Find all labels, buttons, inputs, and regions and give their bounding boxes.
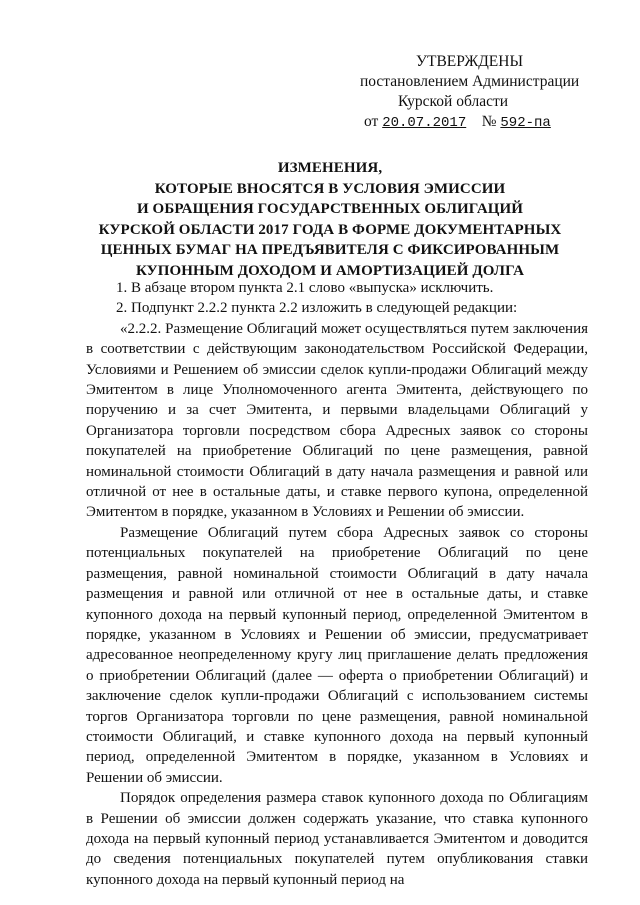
- title-line: ИЗМЕНЕНИЯ,: [277, 160, 383, 176]
- body-paragraph: Порядок определения размера ставок купонного дохода по Облигациям в Решении об эмиссии должен содержать указание, что ставка купонного дохода на первый купонный период устанавливается Эмитентом и доводится до сведения потенциальных покупателей путем опубликования ставки купонного дохода на первый купонный период на: [86, 790, 588, 888]
- approval-stamp: [358, 52, 608, 133]
- document-title: [80, 158, 580, 281]
- title-line: И ОБРАЩЕНИЯ ГОСУДАРСТВЕННЫХ ОБЛИГАЦИЙ: [136, 201, 524, 217]
- title-line: КОТОРЫЕ ВНОСЯТСЯ В УСЛОВИЯ ЭМИССИИ: [154, 180, 506, 197]
- list-item: 2. Подпункт 2.2.2 пункта 2.2 изложить в следующей редакции:: [116, 300, 518, 317]
- approval-date-number: [358, 112, 608, 133]
- document-body: [86, 278, 588, 890]
- approval-number: 592-па: [500, 115, 551, 131]
- body-paragraph: «2.2.2. Размещение Облигаций может осуществляться путем заключения в соответствии с действующим законодательством Российской Федерации, Условиями и Решением об эмиссии сделок купли-продажи Облигаций между Эмитентом в лице Уполномоченного агента Эмитента, действующего по поручению и за счет Эмитента, и первыми владельцами Облигаций у Организатора торговли посредством сбора Адресных заявок со стороны покупателей на приобретение Облигаций по цене размещения, равной номинальной стоимости Облигаций в дату начала размещения и равной или отличной от нее в остальные даты, и ставке первого купона, определенной Эмитентом в порядке, указанном в Условиях и Решении об эмиссии.: [86, 320, 588, 521]
- list-item: 1. В абзаце втором пункта 2.1 слово «выпуска» исключить.: [116, 280, 494, 296]
- title-line: КУРСКОЙ ОБЛАСТИ 2017 ГОДА В ФОРМЕ ДОКУМЕНТАРНЫХ: [98, 221, 562, 238]
- date-prefix: от: [364, 113, 379, 130]
- approval-region: Курской области: [398, 93, 509, 110]
- number-prefix: №: [481, 113, 497, 130]
- title-line: ЦЕННЫХ БУМАГ НА ПРЕДЪЯВИТЕЛЯ С ФИКСИРОВАННЫМ: [100, 242, 560, 258]
- approval-heading: УТВЕРЖДЕНЫ: [416, 53, 523, 70]
- body-paragraph: Размещение Облигаций путем сбора Адресных заявок со стороны потенциальных покупателей на приобретение Облигаций по цене размещения, равной номинальной стоимости Облигаций в дату начала размещения и равной или отличной от нее в остальные даты, и ставке купонного дохода на первый купонный период, определенной Эмитентом в порядке, указанном в Условиях и Решении об эмиссии, предусматривает адресованное неопределенному кругу лиц приглашение делать предложения о приобретении Облигаций (далее — оферта о приобретении Облигаций) и заключение сделок купли-продажи Облигаций с использованием системы торгов Организатора торговли по цене размещения, равной номинальной стоимости Облигаций, и ставке купонного дохода на первый купонный период, определенной Эмитентом в порядке, указанном в Условиях и Решении об эмиссии.: [86, 524, 588, 786]
- title-line: КУПОННЫМ ДОХОДОМ И АМОРТИЗАЦИЕЙ ДОЛГА: [135, 262, 525, 279]
- approval-authority: постановлением Администрации: [360, 73, 580, 90]
- approval-date: 20.07.2017: [382, 115, 467, 131]
